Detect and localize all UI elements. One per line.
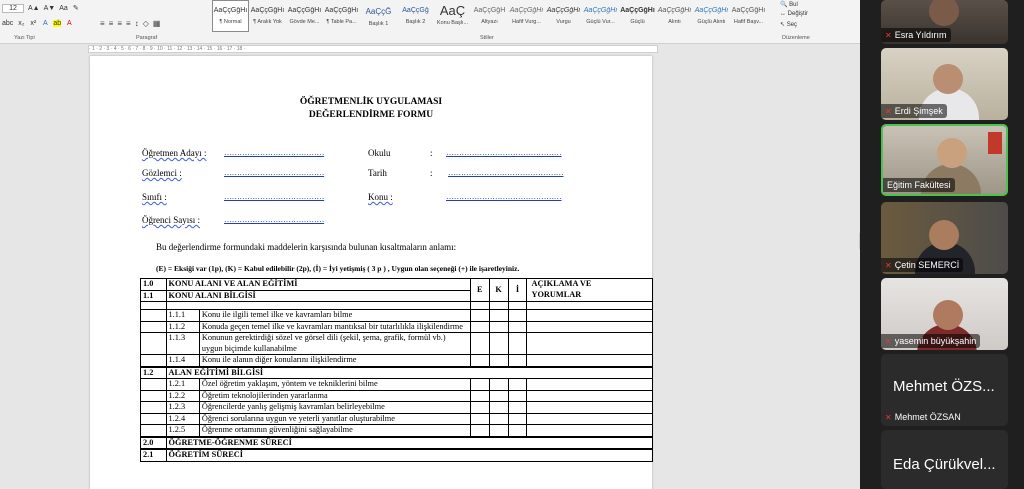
- style-name: ¶ Aralık Yok: [253, 19, 282, 25]
- item-number: 1.1.1: [166, 310, 199, 322]
- style-name: Güçlü Vur...: [586, 19, 615, 25]
- item-number: 1.2.2: [166, 390, 199, 402]
- participant-name: Mehmet ÖZSAN: [894, 412, 961, 422]
- table-row: [141, 333, 653, 355]
- comment-cell[interactable]: [527, 333, 653, 355]
- align-center-icon[interactable]: ≡: [108, 18, 114, 28]
- style-sample: AaÇçĞğHı: [287, 7, 322, 14]
- select-label: Seç: [786, 22, 798, 28]
- item-text: Özel öğretim yaklaşım, yöntem ve tekniklerini bilme: [199, 379, 470, 391]
- item-number: 1.2.1: [166, 379, 199, 391]
- score-cell-e[interactable]: [470, 402, 489, 414]
- select-button[interactable]: ↖ Seç: [780, 22, 798, 28]
- superscript-button[interactable]: x²: [30, 19, 37, 27]
- style-table-paragraph[interactable]: [323, 0, 360, 32]
- spacer-cell: [489, 302, 508, 310]
- label-text: Konu :: [368, 192, 393, 202]
- form-title-line1: ÖĞRETMENLİK UYGULAMASI: [299, 97, 443, 107]
- comment-cell[interactable]: [527, 321, 653, 333]
- muted-mic-icon: ✕: [885, 337, 892, 346]
- style-name: ¶ Table Pa...: [326, 19, 357, 25]
- score-cell-k[interactable]: [489, 425, 508, 437]
- style-name: Başlık 2: [405, 19, 426, 25]
- score-cell-i[interactable]: [508, 413, 527, 425]
- style-name: Hafif Başv...: [733, 19, 764, 25]
- score-cell-i[interactable]: [508, 390, 527, 402]
- form-title-line2: DEĞERLENDİRME FORMU: [308, 110, 434, 120]
- participant-name-tag: [881, 258, 963, 272]
- borders-icon[interactable]: ▦: [152, 18, 161, 28]
- score-cell-k[interactable]: [489, 379, 508, 391]
- style-strong[interactable]: [619, 0, 656, 32]
- muted-mic-icon: ✕: [885, 107, 892, 116]
- participant-name-tag: [881, 334, 980, 348]
- table-row-1-0: [141, 279, 653, 291]
- style-name: ¶ Normal: [219, 19, 242, 25]
- score-cell-i[interactable]: [508, 402, 527, 414]
- score-cell-i[interactable]: [508, 425, 527, 437]
- field-topic[interactable]: ………………………………………: [446, 192, 562, 201]
- score-cell-e[interactable]: [470, 321, 489, 333]
- ribbon: [0, 0, 860, 44]
- subscript-button[interactable]: x₂: [18, 19, 25, 27]
- flag-decoration: [988, 132, 1002, 154]
- item-text: Öğrenme ortamının güvenliğini sağlayabilme: [199, 425, 470, 437]
- comment-cell[interactable]: [527, 379, 653, 391]
- item-number: 1.2.3: [166, 402, 199, 414]
- group-label-editing: Düzenleme: [782, 35, 810, 41]
- score-cell-k[interactable]: [489, 333, 508, 355]
- table-row: [141, 413, 653, 425]
- font-size-box[interactable]: 12: [2, 4, 24, 13]
- item-text: Konu ile alanın diğer konularını ilişkilendirme: [199, 355, 470, 367]
- score-cell-i[interactable]: [508, 333, 527, 355]
- style-quote[interactable]: [656, 0, 693, 32]
- group-label-font: Yazı Tipi: [14, 35, 35, 41]
- col-header-e: E: [470, 279, 489, 302]
- spacer-cell: [166, 302, 470, 310]
- style-sample: AaÇçĞğHı: [546, 7, 581, 14]
- participant-display-name: Mehmet ÖZS...: [893, 378, 995, 395]
- table-row: [141, 355, 653, 367]
- comment-cell[interactable]: [527, 413, 653, 425]
- style-title[interactable]: [434, 0, 471, 32]
- style-sample: AaÇ: [439, 3, 466, 18]
- participant-face: [937, 138, 967, 168]
- table-row: [141, 310, 653, 322]
- replace-label: Değiştir: [787, 11, 809, 17]
- participant-tile[interactable]: [881, 354, 1008, 426]
- style-sample: AaÇçĞğ: [402, 7, 429, 14]
- section-number: 1.2: [141, 367, 167, 379]
- score-cell-i[interactable]: [508, 355, 527, 367]
- change-case-button[interactable]: Aa: [59, 4, 68, 12]
- text-effects-button[interactable]: A: [42, 19, 48, 27]
- score-cell-k[interactable]: [489, 402, 508, 414]
- style-name: Altyazı: [481, 19, 498, 25]
- comment-cell[interactable]: [527, 425, 653, 437]
- shading-icon[interactable]: ◇: [142, 18, 149, 28]
- style-name: Hafif Vurg...: [512, 19, 541, 25]
- style-heading1[interactable]: [360, 0, 397, 32]
- participant-name: yasemin büyükşahin: [894, 336, 977, 346]
- item-text: Konunun gerektirdiği sözel ve görsel dili (şekil, şema, grafik, formül vb.) uygun biçimde kullanabilme: [199, 333, 470, 355]
- item-number: 1.1.4: [166, 355, 199, 367]
- score-cell-k[interactable]: [489, 321, 508, 333]
- section-title: ALAN EĞİTİMİ BİLGİSİ: [166, 367, 652, 379]
- label-observer: [142, 168, 182, 178]
- label-text: Öğretmen Adayı :: [142, 148, 207, 158]
- field-student-count[interactable]: …………………………………: [224, 215, 325, 224]
- table-row: [141, 379, 653, 391]
- colon-date: :: [430, 168, 433, 178]
- score-cell-k[interactable]: [489, 310, 508, 322]
- participant-name: Eğitim Fakültesi: [887, 180, 951, 190]
- comment-cell[interactable]: [527, 402, 653, 414]
- style-name: Konu Başlı...: [436, 20, 469, 26]
- section-number: 1.0: [141, 279, 167, 291]
- table-row: [141, 321, 653, 333]
- horizontal-ruler[interactable]: · 1 · 2 · 3 · 4 · 5 · 6 · 7 · 8 · 9 · 10 · 11 · 12 · 13 · 14 · 15 · 16 · 17 · 18 ·: [88, 45, 658, 53]
- label-text: Sınıfı :: [142, 192, 167, 202]
- label-student-count: [142, 215, 200, 225]
- paragraph-toolbar: [100, 16, 160, 30]
- style-sample: AaÇçĞğHı: [509, 7, 544, 14]
- style-name: Güçlü Alıntı: [697, 19, 726, 25]
- style-sample: AaÇçĞ: [365, 7, 392, 16]
- score-cell-k[interactable]: [489, 390, 508, 402]
- section-number: 2.0: [141, 437, 167, 450]
- style-subtle-reference[interactable]: [730, 0, 767, 32]
- style-normal[interactable]: [212, 0, 249, 32]
- score-cell-e[interactable]: [470, 333, 489, 355]
- item-number: 1.1.2: [166, 321, 199, 333]
- score-cell-e[interactable]: [470, 390, 489, 402]
- spacer-cell: [470, 302, 489, 310]
- participants-panel: [860, 0, 1024, 489]
- style-sample: AaÇçĞğHı: [694, 7, 729, 14]
- score-cell-e[interactable]: [470, 425, 489, 437]
- find-label: Bul: [789, 2, 798, 8]
- blank-cell: [141, 379, 167, 391]
- style-sample: AaÇçĞğHı: [583, 7, 618, 14]
- style-sample: AaÇçĞğHı: [324, 7, 359, 14]
- item-number: 1.1.3: [166, 333, 199, 355]
- line-spacing-icon[interactable]: ↕: [134, 18, 139, 28]
- blank-cell: [141, 310, 167, 322]
- spacer-cell: [508, 302, 527, 310]
- participant-face: [929, 220, 959, 250]
- style-heading2[interactable]: [397, 0, 434, 32]
- participant-name: Erdi Şimşek: [894, 106, 943, 116]
- item-number: 1.2.4: [166, 413, 199, 425]
- field-class[interactable]: …………………………………: [224, 192, 325, 201]
- style-intense-quote[interactable]: [693, 0, 730, 32]
- field-school[interactable]: ………………………………………: [446, 148, 562, 157]
- font-toolbar-row1: [2, 1, 80, 15]
- blank-cell: [141, 402, 167, 414]
- participant-face: [933, 300, 963, 330]
- evaluation-table: [140, 278, 653, 462]
- participant-tile[interactable]: [881, 202, 1008, 274]
- col-header-k: K: [489, 279, 508, 302]
- col-header-i: İ: [508, 279, 527, 302]
- item-text: Öğrencilerde yanlış gelişmiş kavramları belirleyebilme: [199, 402, 470, 414]
- style-name: Başlık 1: [368, 21, 389, 27]
- score-cell-i[interactable]: [508, 310, 527, 322]
- table-row-2-0: [141, 437, 653, 450]
- spacer-cell: [527, 302, 653, 310]
- participant-name-tag: [883, 178, 955, 192]
- participant-display-name: Eda Çürükvel...: [893, 456, 996, 473]
- table-row: [141, 390, 653, 402]
- section-number: 1.1: [141, 290, 167, 302]
- comment-cell[interactable]: [527, 355, 653, 367]
- item-text: Konuda geçen temel ilke ve kavramları mantıksal bir tutarlılıkla ilişkilendirme: [199, 321, 470, 333]
- score-cell-i[interactable]: [508, 321, 527, 333]
- group-label-styles: Stiller: [480, 35, 494, 41]
- group-label-paragraph: Paragraf: [136, 35, 158, 41]
- style-sample: AaÇçĞğHı: [657, 7, 692, 14]
- style-no-spacing[interactable]: [249, 0, 286, 32]
- section-title: ÖĞRETİM SÜRECİ: [166, 449, 652, 461]
- item-text: Öğrenci sorularına uygun ve yeterli yanıtlar oluşturabilme: [199, 413, 470, 425]
- find-button[interactable]: 🔍 Bul: [780, 2, 798, 8]
- participant-name-tag: [881, 28, 951, 42]
- score-cell-e[interactable]: [470, 310, 489, 322]
- participant-tile[interactable]: [881, 0, 1008, 44]
- style-sample: AaÇçĞğHı: [213, 7, 248, 14]
- participant-name-tag: [881, 104, 947, 118]
- section-title: KONU ALANI VE ALAN EĞİTİMİ: [166, 279, 470, 291]
- participant-tile[interactable]: [881, 48, 1008, 120]
- label-text: Gözlemci :: [142, 168, 182, 178]
- blank-cell: [141, 355, 167, 367]
- style-emphasis[interactable]: [545, 0, 582, 32]
- style-name: Gövde Me...: [289, 19, 320, 25]
- col-header-comments: [527, 279, 653, 302]
- field-date[interactable]: ………………………………………: [448, 168, 564, 177]
- style-sample: AaÇçĞğHı: [250, 7, 285, 14]
- field-observer[interactable]: …………………………………: [224, 168, 325, 177]
- replace-button[interactable]: ↔ Değiştir: [780, 11, 809, 17]
- blank-cell: [141, 390, 167, 402]
- styles-gallery: [212, 0, 767, 32]
- legend-text: (E) = Eksiği var (1p), (K) = Kabul edilebilir (2p), (İ) = İyi yetişmiş ( 3 p ) , Uygun olan seçeneği (+) ile işaretleyiniz.: [156, 264, 520, 273]
- document-page[interactable]: [90, 56, 652, 489]
- font-toolbar-row2: [2, 16, 73, 30]
- align-right-icon[interactable]: ≡: [117, 18, 123, 28]
- align-left-icon[interactable]: ≡: [100, 18, 105, 28]
- score-cell-k[interactable]: [489, 355, 508, 367]
- blank-cell: [141, 425, 167, 437]
- blank-cell: [141, 321, 167, 333]
- section-title: ÖĞRETME-ÖĞRENME SÜRECİ: [166, 437, 652, 450]
- spacer-cell: [141, 302, 167, 310]
- muted-mic-icon: ✕: [885, 31, 892, 40]
- style-subtitle[interactable]: [471, 0, 508, 32]
- label-date: Tarih: [368, 168, 387, 178]
- score-cell-e[interactable]: [470, 413, 489, 425]
- clear-format-icon[interactable]: ✎: [72, 5, 79, 12]
- style-name: Vurgu: [556, 19, 571, 25]
- label-school: Okulu: [368, 148, 391, 158]
- section-title: KONU ALANI BİLGİSİ: [166, 290, 470, 302]
- item-number: 1.2.5: [166, 425, 199, 437]
- table-row: [141, 402, 653, 414]
- comments-label: AÇIKLAMA VE YORUMLAR: [531, 279, 592, 299]
- participant-name: Esra Yıldırım: [894, 30, 947, 40]
- style-body[interactable]: [286, 0, 323, 32]
- table-spacer-row: [141, 302, 653, 310]
- intro-text: Bu değerlendirme formundaki maddelerin karşısında bulunan kısaltmaların anlamı:: [156, 242, 457, 252]
- comment-cell[interactable]: [527, 310, 653, 322]
- item-text: Öğretim teknolojilerinden yararlanma: [199, 390, 470, 402]
- highlight-button[interactable]: ab: [53, 19, 62, 27]
- score-cell-i[interactable]: [508, 379, 527, 391]
- score-cell-e[interactable]: [470, 355, 489, 367]
- label-teacher-candidate: [142, 148, 207, 158]
- shrink-font-button[interactable]: A▼: [43, 4, 56, 12]
- font-color-button[interactable]: A: [66, 19, 72, 27]
- label-class: [142, 192, 167, 202]
- style-sample: AaÇçĞğHı: [731, 7, 766, 14]
- label-text: Öğrenci Sayısı :: [142, 215, 200, 225]
- participant-face: [933, 64, 963, 94]
- colon-school: :: [430, 148, 433, 158]
- style-name: Güçlü: [630, 19, 645, 25]
- section-number: 2.1: [141, 449, 167, 461]
- participant-tile-active-speaker[interactable]: [881, 124, 1008, 196]
- muted-mic-icon: ✕: [885, 261, 892, 270]
- score-cell-k[interactable]: [489, 413, 508, 425]
- blank-cell: [141, 333, 167, 355]
- score-cell-e[interactable]: [470, 379, 489, 391]
- participant-tile[interactable]: [881, 430, 1008, 489]
- style-sample: AaÇçĞğH: [473, 7, 506, 14]
- strikethrough-button[interactable]: abc: [2, 19, 14, 27]
- grow-font-button[interactable]: A▲: [28, 4, 40, 12]
- style-name: Alıntı: [668, 19, 681, 25]
- item-text: Konu ile ilgili temel ilke ve kavramları bilme: [199, 310, 470, 322]
- style-subtle-emphasis[interactable]: [508, 0, 545, 32]
- table-row-2-1: [141, 449, 653, 461]
- muted-mic-icon: ✕: [885, 413, 892, 422]
- table-row: [141, 425, 653, 437]
- style-sample: AaÇçĞğHı: [620, 7, 655, 14]
- blank-cell: [141, 413, 167, 425]
- justify-icon[interactable]: ≡: [126, 18, 131, 28]
- participant-tile[interactable]: [881, 278, 1008, 350]
- label-topic: [368, 192, 393, 202]
- table-row-1-2: [141, 367, 653, 379]
- style-intense-emphasis[interactable]: [582, 0, 619, 32]
- field-teacher-candidate[interactable]: …………………………………: [224, 148, 325, 157]
- comment-cell[interactable]: [527, 390, 653, 402]
- participant-name-tag: [881, 410, 965, 424]
- participant-name: Çetin SEMERCİ: [894, 260, 960, 270]
